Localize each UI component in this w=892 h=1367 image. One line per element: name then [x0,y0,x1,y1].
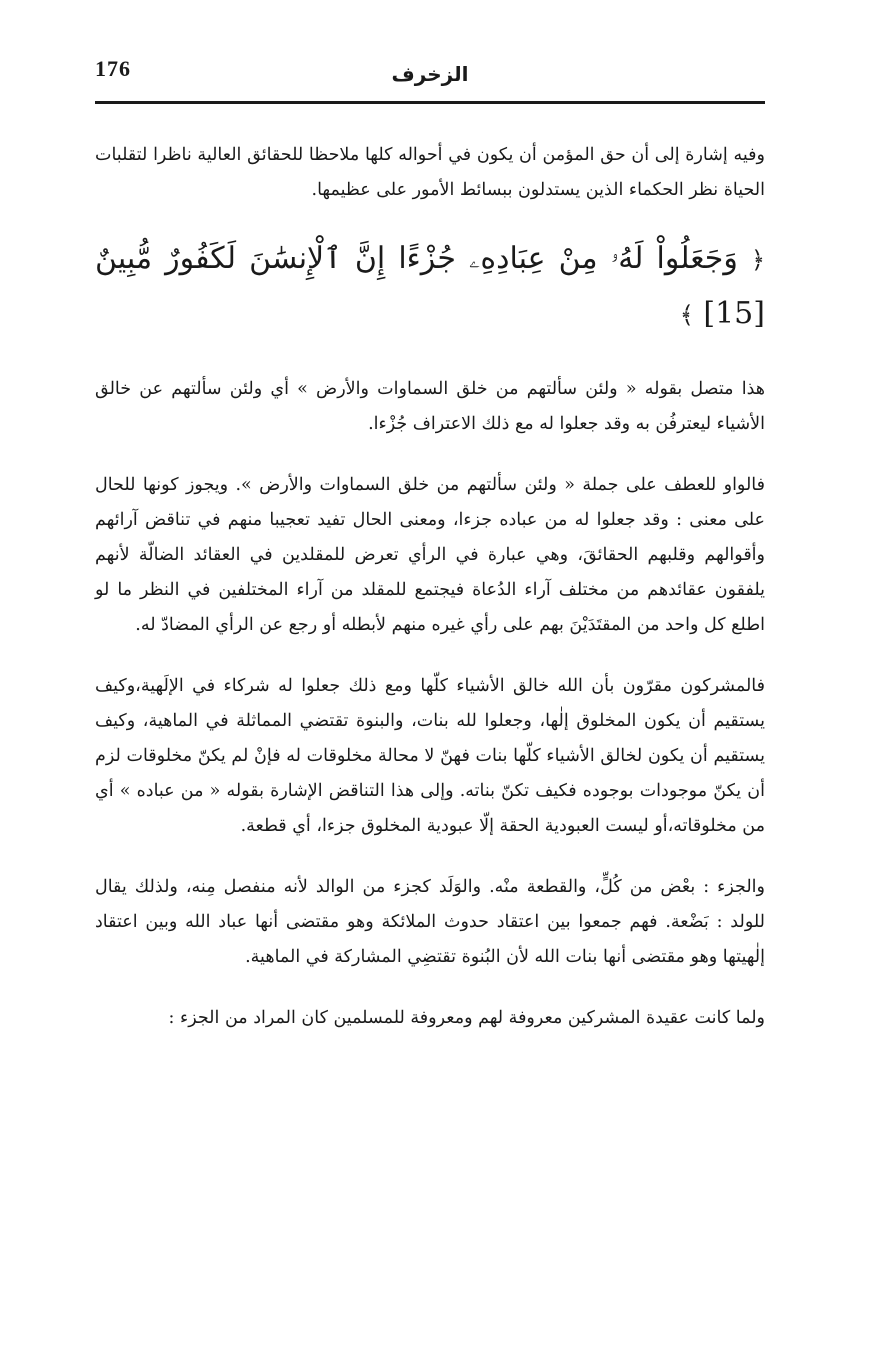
surah-title: الزخرف [391,62,469,86]
paragraph-1: وفيه إشارة إلى أن حق المؤمن أن يكون في أحواله كلها ملاحظا للحقائق العالية ناظرا لتقلبات الحياة نظر الحكماء الذين يستدلون ببسائط الأمور على عظيمها. [95,145,765,200]
verse-text: وَجَعَلُواْ لَهُۥ مِنْ عِبَادِهِۦ جُزْءًا إِنَّ ٱلْإِنسَٰنَ لَكَفُورٌ مُّبِينٌ [95,241,738,276]
paragraph-3: فالواو للعطف على جملة « ولئن سألتهم من خلق السماوات والأرض ». ويجوز كونها للحال على معنى : وقد جعلوا له من عباده جزءا، ومعنى الحال تفيد تعجيبا منهم في تناقض آرائهم وأقوالهم وقلبهم الحقائقَ، وهي عبارة في الرأي تعرض للمقلدين في العقائد الضالّة لأنهم يلفقون عقائدهم من مختلف آراء الدُعاة فيجتمع للمقلد من آراء المختلفين في النظر ما لو اطلع كل واحد من المقتَدَيْنَ بهم على رأي غيره منهم لأبطله أو رجع عن الرأي المضادّ له. [95,475,765,635]
paragraph-2: هذا متصل بقوله « ولئن سألتهم من خلق السماوات والأرض » أي ولئن سألتهم عن خالق الأشياء ليعترفُن به وقد جعلوا له مع ذلك الاعتراف جُزْءا. [95,379,765,434]
verse-open-ornament: ﴿ [750,246,765,274]
paragraph-5: والجزء : بعْض من كُلٍّ، والقطعة منْه. والوَلَد كجزء من الوالد لأنه منفصل مِنه، ولذلك يقال للولد : بَضْعة. فهم جمعوا بين اعتقاد حدوث الملائكة وهو مقتضى أنها عباد الله وبين اعتقاد إلٰهيتها وهو مقتضى أنها بنات الله لأن البُنوة تقتضِي المشاركة في الماهية. [95,877,765,967]
paragraph-6: ولما كانت عقيدة المشركين معروفة لهم ومعروفة للمسلمين كان المراد من الجزء : [168,1008,765,1028]
quran-verse [95,232,765,342]
paragraph-4: فالمشركون مقرّون بأن الله خالق الأشياء كلّها ومع ذلك جعلوا له شركاء في الإلَهية،وكيف يستقيم أن يكون المخلوق إلٰها، وجعلوا لله بنات، والبنوة تقتضي المماثلة في الماهية، وكيف يستقيم أن يكون لخالق الأشياء كلّها بنات فهنّ لا محالة مخلوقات له فإنْ لم يكنّ مخلوقات لزم أن يكنّ موجودات بوجوده فكيف تكنّ بناته. وإلى هذا التناقض الإشارة بقوله « من عباده » أي من مخلوقاته،أو ليست العبودية الحقة إلّا عبودية المخلوق جزءا، أي قطعة. [95,676,765,836]
verse-close-ornament: ﴾ [679,301,694,329]
page-number: 176 [95,56,131,81]
verse-number: [15] [703,296,765,331]
page-header [95,56,765,102]
header-rule [95,101,765,104]
page-body [95,138,765,1062]
